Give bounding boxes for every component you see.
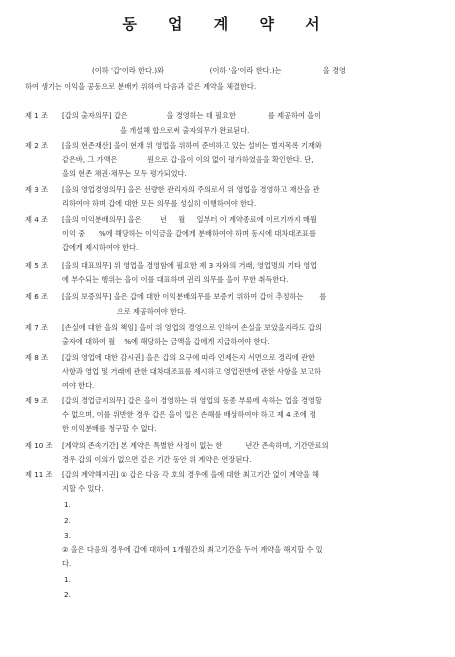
article-9-line-1: [갑의 경업금지의무] 갑은 을이 경영하는 위 영업의 동종 부류에 속하는 업을 경영할: [62, 396, 322, 405]
list-item: 3.: [64, 531, 71, 540]
article-4-label: 제 4 조: [25, 215, 49, 224]
article-8-label: 제 8 조: [25, 353, 49, 362]
intro-line-2: 하여 생기는 이익을 공동으로 분배키 위하여 다음과 같은 계약을 체결한다.: [25, 82, 257, 91]
document-title: 동 업 계 약 서: [122, 15, 333, 33]
article-1-label: 제 1 조: [25, 111, 49, 120]
list-item: 1.: [64, 575, 71, 584]
article-2-line-2: 같은바, 그 가액은 원으로 갑·을이 이의 없이 평가하였음을 확인한다. 단,: [62, 155, 314, 164]
article-2-label: 제 2 조: [25, 141, 49, 150]
article-5-label: 제 5 조: [25, 261, 49, 270]
list-item: 2.: [64, 516, 71, 525]
article-4-line-2: 이익 중 %에 해당하는 이익금을 갑에게 분배하여야 하며 동시에 대차대조표를: [62, 229, 317, 238]
article-7-line-2: 출자에 대하여 월 %에 해당하는 금액을 갑에게 지급하여야 한다.: [62, 337, 270, 346]
article-9-label: 제 9 조: [25, 396, 49, 405]
article-4-line-3: 갑에게 제시하여야 한다.: [62, 243, 139, 252]
article-1-line-2: 을 개설해 합으로써 출자의무가 완료된다.: [120, 126, 250, 135]
article-6-line-2: 으로 제공하여야 한다.: [62, 307, 187, 316]
article-10-line-2: 경우 갑의 이의가 없으면 같은 기간 동안 위 계약은 연장된다.: [62, 455, 252, 464]
article-8-line-2: 사항과 영업 및 거래에 관한 대차대조표를 제시하고 영업전반에 관한 사항을 보고하: [62, 367, 321, 376]
list-item: 2.: [64, 590, 71, 599]
article-3-line-2: 리하여야 하며 갑에 대한 모든 의무를 성실히 이행하여야 한다.: [62, 199, 257, 208]
article-6-line-1: [을의 보증의무] 을은 갑에 대한 이익분배의무를 보증키 위하여 갑이 추정하는 를: [62, 292, 327, 301]
article-10-label: 제 10 조: [25, 441, 53, 450]
article-4-line-1: [을의 이익분배의무] 을은 년 월 일부터 이 계약종료에 이르기까지 매월: [62, 215, 317, 224]
article-5-line-1: [을의 대표의무] 위 영업을 경영함에 필요한 제 3 자와의 거래, 영업명의 기타 영업: [62, 261, 318, 270]
article-2-line-3: 을의 현존 채권·채무는 모두 평가되었다.: [62, 169, 187, 178]
article-5-line-2: 에 부수되는 행위는 을이 이를 대표하며 권리 의무를 을이 무한 취득한다.: [62, 275, 289, 284]
article-2-line-1: [을의 현존재산] 을이 현재 위 영업을 위하여 준비하고 있는 설비는 별지목록 기재와: [62, 141, 322, 150]
article-7-label: 제 7 조: [25, 323, 49, 332]
list-item: 1.: [64, 500, 71, 509]
article-6-label: 제 6 조: [25, 292, 49, 301]
article-1-line-1: [갑의 출자의무] 갑은 을 경영하는 데 필요한 를 제공하여 을이: [62, 111, 322, 120]
intro-line-1: (이하 '갑'이라 한다.)와 (이하 '을'이라 한다.)는 을 경영: [92, 66, 346, 75]
article-9-line-2: 수 없으며, 이를 위반한 경우 갑은 을이 입은 손해를 배상하여야 하고 제 4 조에 정: [62, 410, 317, 419]
clause-2-line-1: ② 을은 다음의 경우에 갑에 대하여 1개월간의 최고기간을 두어 계약을 해지할 수 있: [62, 545, 323, 554]
article-11-line-1: [갑의 계약해지권] ① 갑은 다음 각 호의 경우에 을에 대한 최고기간 없이 계약을 해: [62, 470, 319, 479]
article-8-line-1: [갑의 영업에 대한 감시권] 을은 갑의 요구에 따라 언제든지 서면으로 경리에 관한: [62, 353, 315, 362]
article-3-label: 제 3 조: [25, 185, 49, 194]
article-7-line-1: [손실에 대한 을의 책임] 을이 위 영업의 경영으로 인하여 손실을 보았을지라도 갑의: [62, 323, 322, 332]
article-10-line-1: [계약의 존속기간] 본 계약은 특별한 사정이 없는 한 년간 존속하며, 기간만료의: [62, 441, 329, 450]
article-3-line-1: [을의 영업경영의무] 을은 선량한 관리자의 주의로서 위 영업을 경영하고 재산을 관: [62, 185, 320, 194]
article-9-line-3: 한 이익분배를 청구할 수 없다.: [62, 424, 157, 433]
article-11-line-2: 지할 수 있다.: [62, 484, 104, 493]
article-11-label: 제 11 조: [25, 470, 53, 479]
article-8-line-3: 여야 한다.: [62, 381, 95, 390]
clause-2-line-2: 다.: [62, 559, 72, 568]
